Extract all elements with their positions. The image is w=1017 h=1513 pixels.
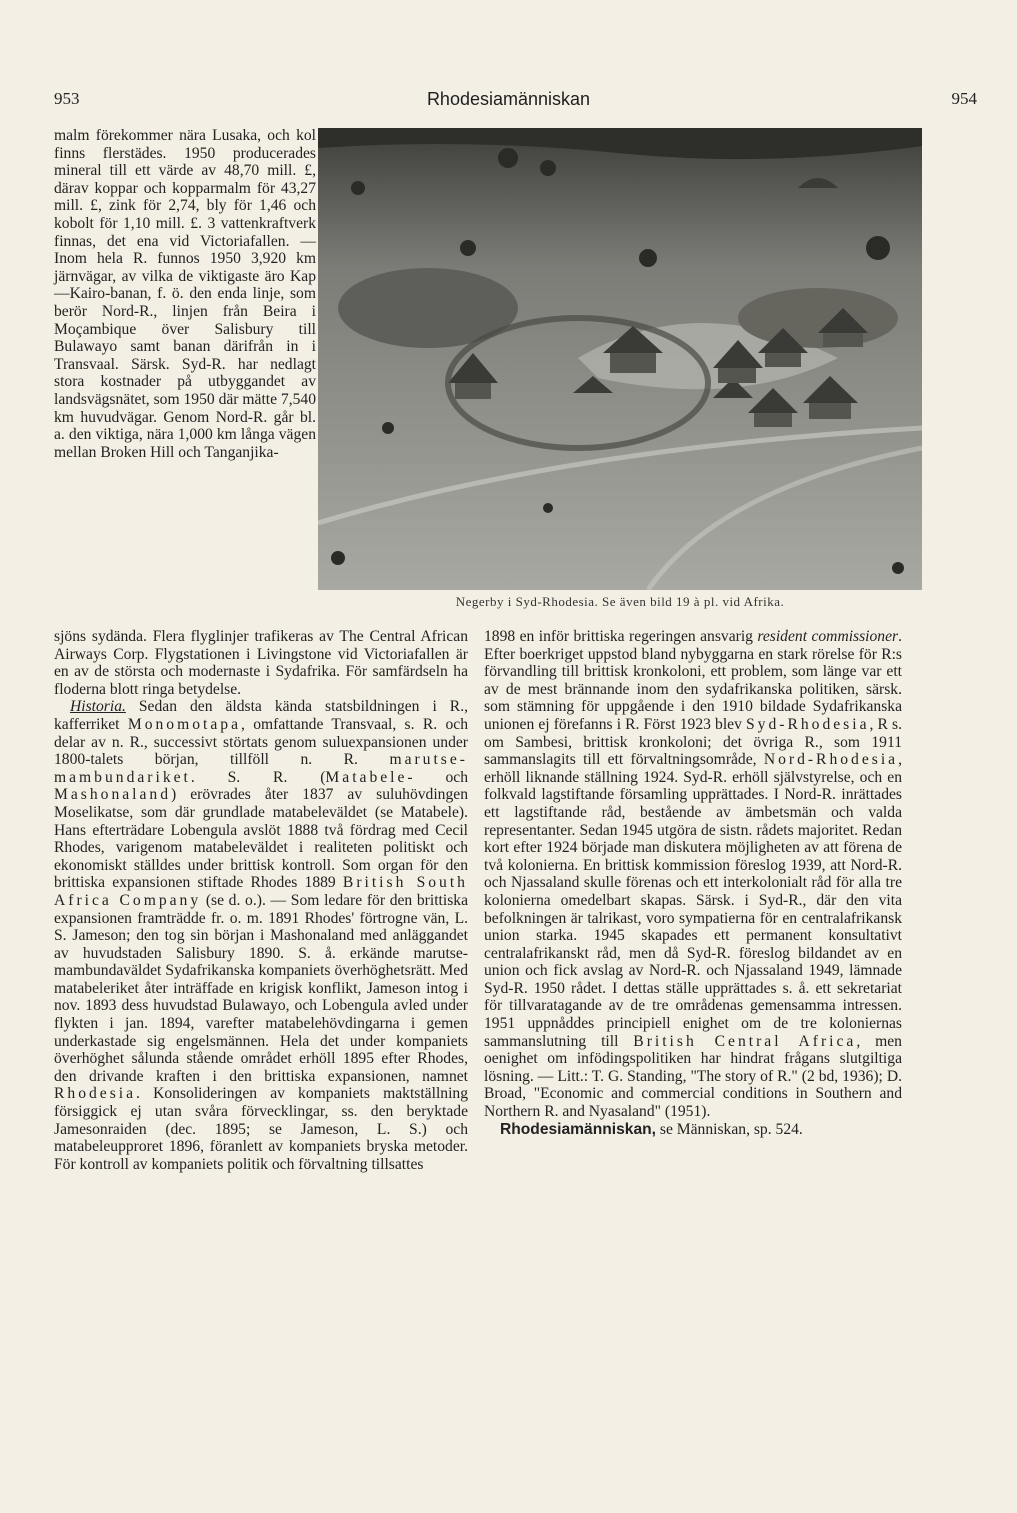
history-paragraph: Historia. Sedan den äldsta kända statsbildningen i R., kafferriket Monomotapa, omfattande Transvaal, s. R. och delar av n. R., successivt störtats genom suluexpansionen under 1800-talets början, tillföll n. R. marutse-mambundariket. S. R. (Matabele- och Mashonaland) erövrades åter 1837 av suluhövdingen Moselikatse, som där grundlade matabeleväldet (se Matabele). Hans efterträdare Lobengula avslöt 1888 två fördrag med Cecil Rhodes, varigenom matabeleväldet i realiteten politiskt och ekonomiskt ställdes under brittisk kontroll. Som organ för den brittiska expansionen stiftade Rhodes 1889 British South Africa Company (se d. o.). — Som ledare för den brittiska expansionen framträdde fr. o. m. 1891 Rhodes' förtrogne vän, L. S. Jameson; den tog sin början i Mashonaland med anläggandet av huvudstaden Salisbury 1890. S. å. erkände marutse-mambundaväldet Sydafrikanska kompaniets överhöghetsrätt. Med matabeleriket åter inträffade en krigisk konflikt, Jameson intog i nov. 1893 dess huvudstad Bulawayo, och Lobengula avled under flykten i jan. 1894, varefter matabelehövdingarna i gemen underkastade sig engelsmännen. Hela det under kompaniets överhöghet sålunda stående området erhöll 1895 efter Rhodes, den drivande kraften i den brittiska expansionen, namnet Rhodesia. Konsolideringen av kompaniets maktställning försiggick ej utan svåra förvecklingar, ss. den beryktade Jamesonraiden (dec. 1895; se Jameson, L. S.) och matabeleupproret 1896, föranlett av kompaniets bryska metoder. För kontroll av kompaniets politik och förvaltning tillsattes xyxy=(54,698,468,1173)
page-number-left: 953 xyxy=(54,89,80,108)
paragraph: sjöns sydända. Flera flyglinjer trafikeras av The Central African Airways Corp. Flygstationen i Livingstone vid Victoriafallen är en av de största och modernaste i Sydafrika. För samfärdseln ha floderna blott ringa betydelse. xyxy=(54,628,468,698)
running-head: Rhodesiamänniskan xyxy=(426,89,591,109)
entry-headword: Rhodesiamänniskan, xyxy=(500,1120,656,1138)
column-right xyxy=(484,628,902,1138)
paragraph: malm förekommer nära Lusaka, och kol finns flerstädes. 1950 producerades mineral till ett värde av 48,70 mill. £, därav koppar och kopparmalm för 43,27 mill. £, zink för 2,74, bly för 1,46 och kobolt för 1,10 mill. £. 3 vattenkraftverk finnas, det ena vid Victoriafallen. — Inom hela R. funnos 1950 3,920 km järnvägar, av vilka de viktigaste äro Kap—Kairo-banan, f. ö. den enda linje, som berör Nord-R., linjen från Beira i Moçambique över Salisbury till Bulawayo samt banan därifrån in i Transvaal. Särsk. Syd-R. har nedlagt stora kostnader på utbyggandet av landsvägsnätet, som 1950 där mätte 7,540 km huvudvägar. Genom Nord-R. går bl. a. den viktiga, nära 1,000 km långa vägen mellan Broken Hill och Tanganjika- xyxy=(54,127,317,461)
column-left-top xyxy=(54,127,316,461)
history-heading: Historia. xyxy=(70,698,126,716)
page-number-right: 954 xyxy=(951,89,977,108)
village-photo xyxy=(318,128,922,590)
paragraph: 1898 en inför brittiska regeringen ansvarig resident commissioner. Efter boerkriget uppstod bland nybyggarna en stark rörelse för R:s förvandling till brittisk kronkoloni, ett problem, som länge var ett av de mest brännande inom den sydafrikanska politiken, särsk. som stämning för uppgående i den 1910 bildade Sydafrikanska unionen ej förefanns i R. Först 1923 blev Syd-Rhodesia, R s. om Sambesi, brittisk kronkoloni; det övriga R., som 1911 sammanslagits till ett förvaltningsområde, Nord-Rhodesia, erhöll liknande ställning 1924. Syd-R. erhöll självstyrelse, och en folkvald lagstiftande församling upprättades. I Nord-R. inrättades ett lagstiftande råd, bestående av ämbetsmän och valda representanter. Sedan 1945 utgöra de sistn. rådets majoritet. Redan kort efter 1924 började man diskutera möjligheten av att förena de två kolonierna. En brittisk kommission föreslog 1939, att Nord-R. och Njassaland skulle förenas och ett interkolonialt råd för alla tre kolonierna omedelbart skapas. Särsk. i Syd-R., där den vita befolkningen är talrikast, voro sympatierna för en centralafrikansk union starka. 1945 skapades ett permanent konsultativt centralafrikanskt råd, men då Syd-R. föreslog bildandet av en union och fick avslag av Nord-R. och Njassaland 1949, lämnade Syd-R. 1950 rådet. I dettas ställe upprättades s. å. ett sekretariat för tillvaratagande av de tre områdenas gemensamma intressen. 1951 uppnåddes principiell enighet om de tre koloniernas sammanslutning till British Central Africa, men oenighet om infödingspolitiken har hindrat frågans slutgiltiga lösning. — Litt.: T. G. Standing, "The story of R." (2 bd, 1936); D. Broad, "Economic and commercial conditions in Southern and Northern R. and Nyasaland" (1951). xyxy=(484,628,902,1121)
cross-reference-entry: Rhodesiamänniskan, se Människan, sp. 524. xyxy=(500,1120,803,1138)
photo-caption: Negerby i Syd-Rhodesia. Se även bild 19 à pl. vid Afrika. xyxy=(455,594,785,609)
column-left xyxy=(54,628,468,1173)
